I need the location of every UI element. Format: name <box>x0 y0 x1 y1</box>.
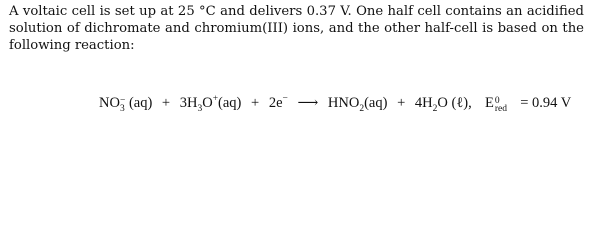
nitrate-state: (aq) <box>128 95 153 111</box>
water-formula <box>414 95 448 114</box>
e-symbol: E <box>484 95 494 111</box>
nitrate-charge-stack <box>120 97 125 113</box>
water-subscript: 2 <box>432 103 438 114</box>
nitrous-symbol: HNO <box>327 95 360 111</box>
electrons-charge: − <box>282 94 288 105</box>
water-state: (ℓ), <box>451 95 472 111</box>
nitrate-symbol: NO <box>99 95 120 111</box>
plus-sign: + <box>161 95 171 111</box>
electrons-term: 2e <box>268 95 283 111</box>
hydronium-state: (aq) <box>218 95 242 111</box>
hydronium-coefficient: 3H <box>179 95 198 111</box>
e-superscript: 0 <box>494 95 500 106</box>
water-oxygen: O <box>437 95 448 111</box>
hydronium-formula <box>179 94 219 114</box>
hydronium-subscript: 3 <box>197 103 203 114</box>
e-subscript: red <box>494 103 507 114</box>
plus-sign: + <box>251 95 260 111</box>
nitrate-charge: − <box>119 95 126 106</box>
hydronium-oxygen: O <box>202 95 213 111</box>
hydronium-charge: + <box>212 94 219 105</box>
plus-sign: + <box>397 95 406 111</box>
nitrate-subscript: 3 <box>119 103 125 114</box>
nitrous-subscript: 2 <box>359 103 365 114</box>
electrons <box>269 95 288 111</box>
half-reaction-equation <box>99 94 571 112</box>
e-super-sub-stack <box>495 97 507 113</box>
nitrous-acid-formula <box>327 95 365 114</box>
potential-value: = 0.94 V <box>520 95 572 111</box>
nitrate-formula <box>99 95 126 114</box>
water-coefficient: 4H <box>414 95 433 111</box>
standard-reduction-potential-symbol <box>484 95 507 114</box>
reaction-arrow: ⟶ <box>297 95 319 111</box>
nitrous-state: (aq) <box>364 95 388 111</box>
question-text: A voltaic cell is set up at 25 °C and delivers 0.37 V. One half cell contains an acidified solution of dichromate and chromium(III) ions, and the other half-cell is based on the following reaction: <box>9 4 584 53</box>
